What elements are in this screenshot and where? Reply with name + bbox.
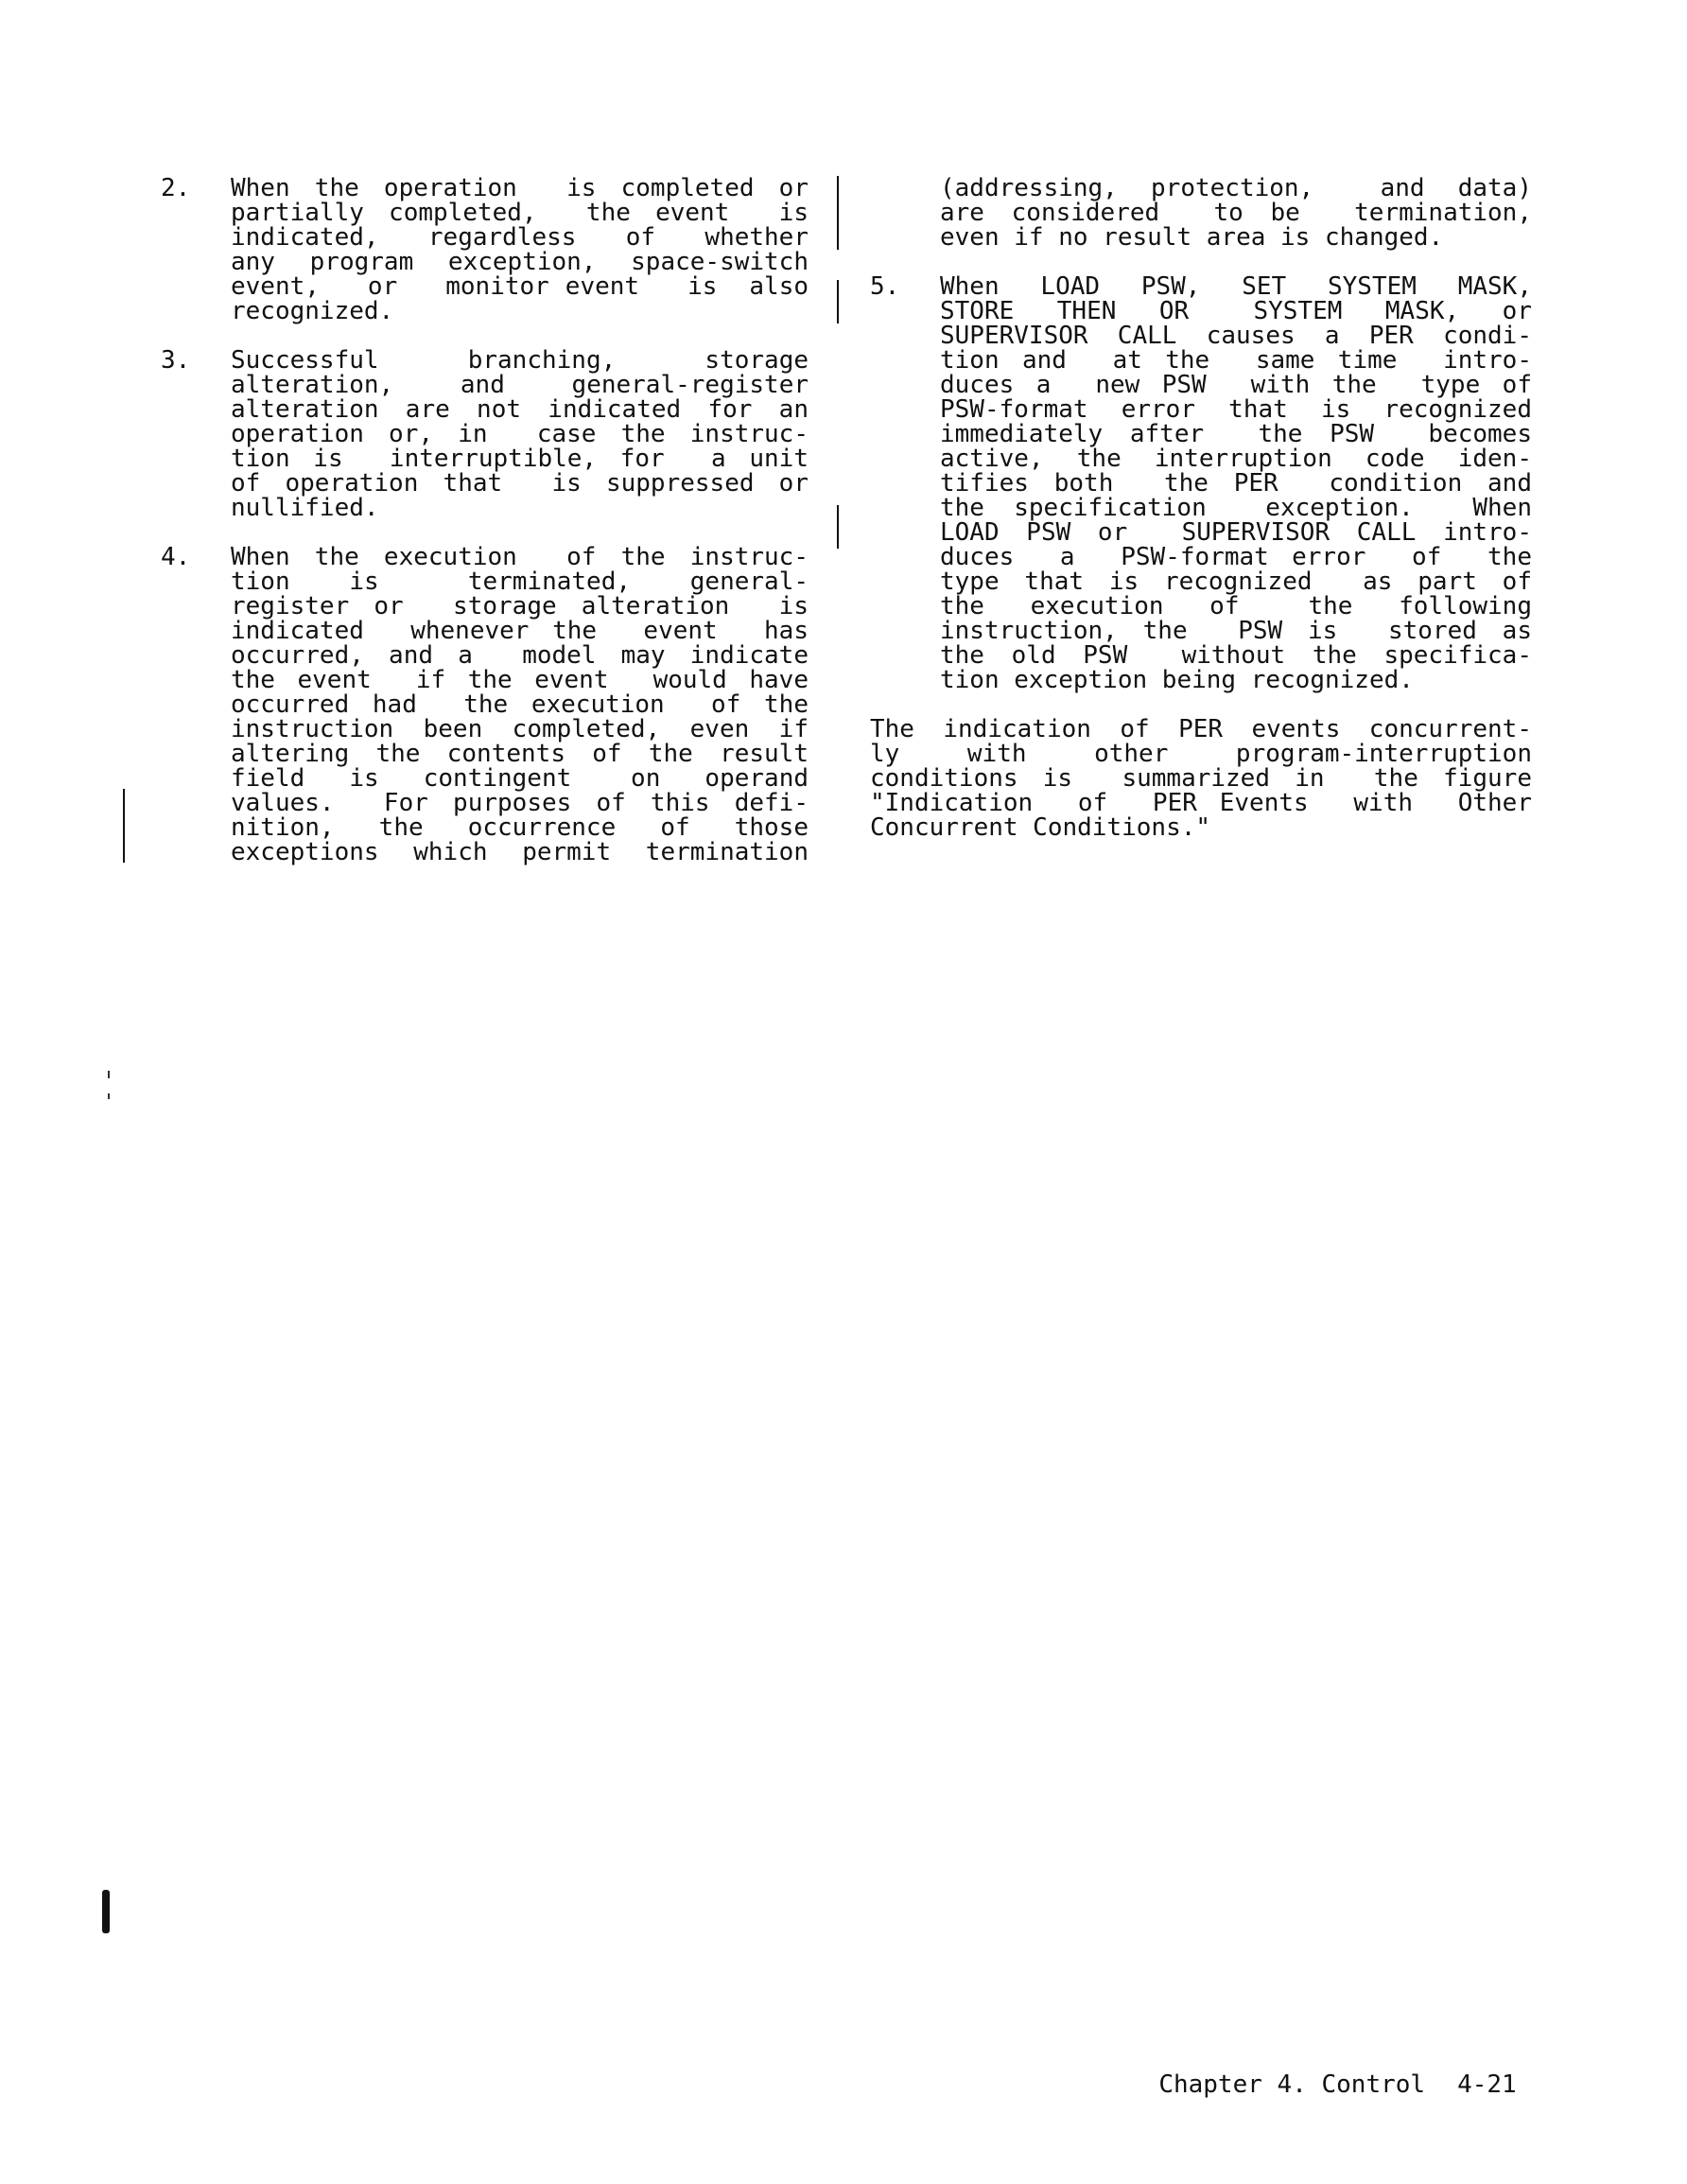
text-line: occurred, and a model may indicate — [231, 641, 809, 670]
text-line: occurred had the execution of the — [231, 690, 809, 719]
text-line: any program exception, space-switch — [231, 248, 809, 276]
item-number: 2. — [161, 174, 191, 202]
list-item-4 — [161, 545, 809, 865]
revision-bar — [837, 176, 839, 250]
text-line: immediately after the PSW becomes — [940, 420, 1532, 448]
text-line: tion is interruptible, for a unit — [231, 445, 809, 473]
item-number: 5. — [870, 272, 900, 301]
text-line: exceptions which permit termination — [231, 838, 809, 866]
text-line: When the execution of the instruc- — [231, 543, 809, 571]
text-line: tion and at the same time intro- — [940, 346, 1532, 375]
text-line: LOAD PSW or SUPERVISOR CALL intro- — [940, 518, 1532, 547]
text-line: Successful branching, storage — [231, 346, 809, 375]
scan-speck — [108, 1071, 110, 1078]
revision-bar — [837, 280, 839, 323]
text-line: even if no result area is changed. — [940, 223, 1444, 252]
text-line: are considered to be termination, — [940, 199, 1532, 227]
text-line: duces a new PSW with the type of — [940, 371, 1532, 399]
text-line: instruction, the PSW is stored as — [940, 617, 1532, 645]
text-line: the specification exception. When — [940, 494, 1532, 522]
text-line: the event if the event would have — [231, 666, 809, 694]
text-line: PSW-format error that is recognized — [940, 395, 1532, 424]
text-line: type that is recognized as part of — [940, 568, 1532, 596]
scan-mark — [102, 1890, 110, 1933]
text-line: alteration, and general-register — [231, 371, 809, 399]
closing-paragraph — [870, 717, 1532, 840]
left-column — [161, 176, 809, 865]
text-line: the execution of the following — [940, 592, 1532, 620]
item-number: 3. — [161, 346, 191, 375]
text-line: of operation that is suppressed or — [231, 469, 809, 498]
text-line: operation or, in case the instruc- — [231, 420, 809, 448]
text-line: SUPERVISOR CALL causes a PER condi- — [940, 322, 1532, 350]
list-item-3 — [161, 348, 809, 520]
continuation-block — [870, 176, 1532, 250]
text-line: When LOAD PSW, SET SYSTEM MASK, — [940, 272, 1532, 301]
text-line: instruction been completed, even if — [231, 715, 809, 743]
page-footer — [1129, 2048, 1517, 2097]
text-line: The indication of PER events concurrent- — [870, 715, 1532, 743]
text-line: conditions is summarized in the figure — [870, 764, 1532, 793]
text-line: altering the contents of the result — [231, 740, 809, 768]
revision-bar — [837, 505, 839, 549]
text-line: alteration are not indicated for an — [231, 395, 809, 424]
text-line: field is contingent on operand — [231, 764, 809, 793]
text-line: (addressing, protection, and data) — [940, 174, 1532, 202]
chapter-title: Chapter 4. Control — [1158, 2070, 1426, 2099]
revision-bar — [123, 789, 125, 863]
text-line: event, or monitor event is also — [231, 272, 809, 301]
text-line: register or storage alteration is — [231, 592, 809, 620]
text-line: values. For purposes of this defi- — [231, 789, 809, 817]
text-line: tifies both the PER condition and — [940, 469, 1532, 498]
text-line: "Indication of PER Events with Other — [870, 789, 1532, 817]
list-item-5 — [870, 274, 1532, 692]
text-line: Concurrent Conditions." — [870, 813, 1211, 842]
text-line: duces a PSW-format error of the — [940, 543, 1532, 571]
page-number: 4-21 — [1457, 2070, 1517, 2099]
text-line: the old PSW without the specifica- — [940, 641, 1532, 670]
text-line: partially completed, the event is — [231, 199, 809, 227]
right-column — [870, 176, 1532, 840]
text-line: ly with other program-interruption — [870, 740, 1532, 768]
text-line: tion is terminated, general- — [231, 568, 809, 596]
list-item-2 — [161, 176, 809, 323]
text-line: nition, the occurrence of those — [231, 813, 809, 842]
text-line: indicated whenever the event has — [231, 617, 809, 645]
text-line: active, the interruption code iden- — [940, 445, 1532, 473]
text-line: indicated, regardless of whether — [231, 223, 809, 252]
text-line: recognized. — [231, 297, 394, 325]
scan-speck — [108, 1093, 110, 1099]
text-line: nullified. — [231, 494, 379, 522]
text-line: When the operation is completed or — [231, 174, 809, 202]
item-number: 4. — [161, 543, 191, 571]
text-line: STORE THEN OR SYSTEM MASK, or — [940, 297, 1532, 325]
text-line: tion exception being recognized. — [940, 666, 1414, 694]
